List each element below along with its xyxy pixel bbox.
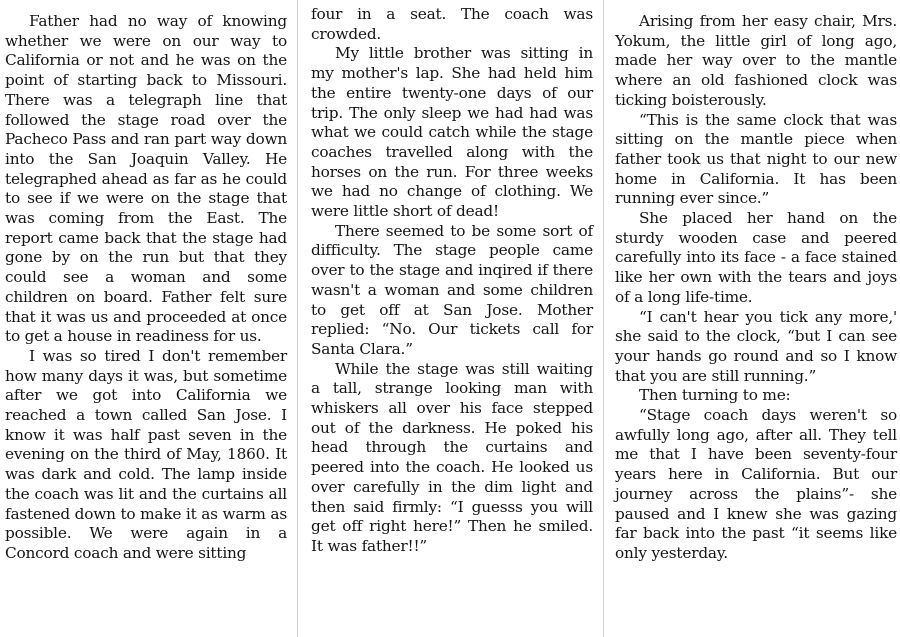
text-column-3 [615, 12, 897, 564]
paragraph: I was so tired I don't remember how many days it was, but sometime after we got into California we reached a town called San Jose. I know it was half past seven in the evening on the third of May, 1860. It was dark and cold. The lamp inside the coach was lit and the curtains all fastened down to make it as warm as possible. We were again in a Concord coach and were sitting [5, 346, 287, 562]
paragraph: Father had no way of knowing whether we were on our way to California or not and he was on the point of starting back to Missouri. There was a telegraph line that followed the stage road over the Pacheco Pass and ran part way down into the San Joaquin Valley. He telegraphed ahead as far as he could to see if we were on the stage that was coming from the East. The report came back that the stage had gone by on the run but that they could see a woman and some children on board. Father felt sure that it was us and proceeded at once to get a house in readiness for us. [5, 12, 287, 346]
text-column-1 [5, 12, 287, 564]
paragraph: “Stage coach days weren't so awfully long ago, after all. They tell me that I have been seventy-four years here in California. But our journey across the plains”- she paused and I knew she was gazing far back into the past “it seems like only yesterday. [615, 406, 897, 562]
paragraph: “I can't hear you tick any more,' she said to the clock, “but I can see your hands go round and so I know that you are still running.” [615, 307, 897, 385]
paragraph: There seemed to be some sort of difficulty. The stage people came over to the stage and inqired if there wasn't a woman and some children to get off at San Jose. Mother replied: “No. Our tickets call for Santa Clara.” [311, 221, 593, 358]
paragraph: Arising from her easy chair, Mrs. Yokum, the little girl of long ago, made her way over to the mantle where an old fashioned clock was ticking boisterously. [615, 12, 897, 109]
column-rule [297, 0, 298, 637]
paragraph-continued: four in a seat. The coach was crowded. [311, 5, 593, 43]
paragraph: Then turning to me: [639, 386, 791, 405]
paragraph: “This is the same clock that was sitting on the mantle piece when father took us that night to our new home in California. It has been running ever since.” [615, 110, 897, 208]
paragraph: She placed her hand on the sturdy wooden case and peered carefully into its face - a face stained like her own with the tears and joys of a long life-time. [615, 209, 897, 306]
column-rule [603, 0, 604, 637]
paragraph: While the stage was still waiting a tall, strange looking man with whiskers all over his face stepped out of the darkness. He poked his head through the curtains and peered into the coach. He looked us over carefully in the dim light and then said firmly: “I guesss you will get off right here!” Then he smiled. It was father!!” [311, 359, 593, 555]
text-column-2 [311, 5, 593, 557]
paragraph: My little brother was sitting in my mother's lap. She had held him the entire twenty-one days of our trip. The only sleep we had had was what we could catch while the stage coaches travelled along with the horses on the run. For three weeks we had no change of clothing. We were little short of dead! [311, 44, 593, 221]
